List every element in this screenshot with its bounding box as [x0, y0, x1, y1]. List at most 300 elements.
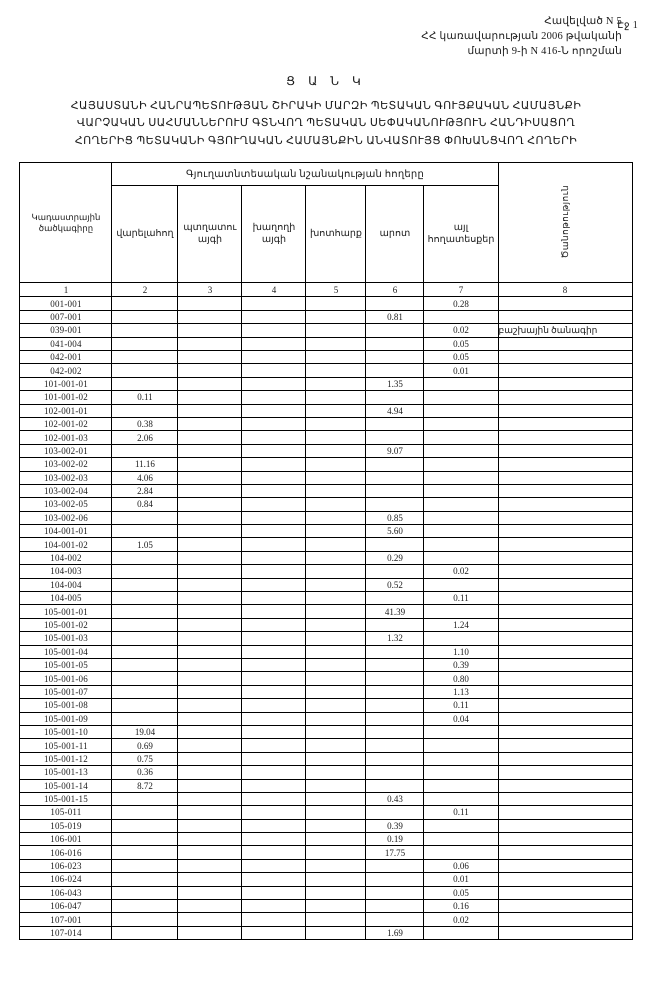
cell-orchard [178, 632, 242, 645]
cell-pasture: 9.07 [366, 444, 424, 457]
cell-cadastral-code: 105-001-15 [20, 792, 112, 805]
cell-arable: 2.06 [112, 431, 178, 444]
cell-hayfield [306, 592, 366, 605]
cell-hayfield [306, 886, 366, 899]
table-row [20, 377, 632, 390]
table-row [20, 913, 632, 926]
cell-cadastral-code: 106-047 [20, 900, 112, 913]
cell-vineyard [242, 324, 306, 337]
cell-pasture [366, 618, 424, 631]
cell-note [498, 351, 632, 364]
cell-vineyard [242, 551, 306, 564]
cell-note [498, 672, 632, 685]
cell-cadastral-code: 103-002-02 [20, 458, 112, 471]
cell-arable: 8.72 [112, 779, 178, 792]
cell-cadastral-code: 105-001-09 [20, 712, 112, 725]
table-row [20, 404, 632, 417]
cell-other: 0.11 [424, 806, 498, 819]
cell-note [498, 605, 632, 618]
cell-pasture [366, 873, 424, 886]
table-row [20, 578, 632, 591]
table-row [20, 551, 632, 564]
cell-hayfield [306, 819, 366, 832]
cell-orchard [178, 551, 242, 564]
cell-pasture [366, 484, 424, 497]
cell-other [424, 752, 498, 765]
cell-hayfield [306, 471, 366, 484]
cell-vineyard [242, 685, 306, 698]
table-row [20, 658, 632, 671]
cell-cadastral-code: 105-001-08 [20, 699, 112, 712]
column-number-5: 5 [306, 283, 366, 297]
cell-pasture [366, 351, 424, 364]
cell-cadastral-code: 107-014 [20, 926, 112, 939]
cell-note [498, 297, 632, 310]
cell-arable [112, 913, 178, 926]
cell-hayfield [306, 792, 366, 805]
cell-pasture [366, 471, 424, 484]
cell-arable [112, 926, 178, 939]
cell-hayfield [306, 391, 366, 404]
cell-vineyard [242, 658, 306, 671]
cell-note [498, 538, 632, 551]
cell-pasture [366, 565, 424, 578]
cell-hayfield [306, 525, 366, 538]
cell-arable: 0.36 [112, 766, 178, 779]
cell-vineyard [242, 458, 306, 471]
cell-arable [112, 525, 178, 538]
cell-hayfield [306, 458, 366, 471]
cell-note [498, 712, 632, 725]
cell-orchard [178, 699, 242, 712]
cell-note [498, 525, 632, 538]
cell-other: 0.11 [424, 699, 498, 712]
cell-cadastral-code: 105-001-03 [20, 632, 112, 645]
table-row [20, 752, 632, 765]
column-number-6: 6 [366, 283, 424, 297]
cell-other: 0.02 [424, 324, 498, 337]
cell-cadastral-code: 105-001-10 [20, 725, 112, 738]
cell-cadastral-code: 103-002-06 [20, 511, 112, 524]
cell-vineyard [242, 351, 306, 364]
cell-orchard [178, 565, 242, 578]
cell-arable: 0.69 [112, 739, 178, 752]
cell-vineyard [242, 900, 306, 913]
header-line-2: ՀՀ կառավարության 2006 թվականի [421, 31, 622, 43]
column-group-header-agricultural: Գյուղատնտեսական նշանակության հողերը [112, 163, 498, 186]
cell-pasture [366, 739, 424, 752]
cell-note [498, 551, 632, 564]
cell-hayfield [306, 431, 366, 444]
cell-orchard [178, 752, 242, 765]
cell-hayfield [306, 900, 366, 913]
cell-arable [112, 592, 178, 605]
cell-arable: 1.05 [112, 538, 178, 551]
cell-vineyard [242, 819, 306, 832]
cell-pasture: 0.85 [366, 511, 424, 524]
cell-orchard [178, 525, 242, 538]
table-row [20, 766, 632, 779]
cell-other [424, 605, 498, 618]
cell-cadastral-code: 105-001-04 [20, 645, 112, 658]
cell-other: 0.16 [424, 900, 498, 913]
cell-arable: 0.38 [112, 417, 178, 430]
cell-orchard [178, 739, 242, 752]
cell-other [424, 766, 498, 779]
cell-cadastral-code: 104-005 [20, 592, 112, 605]
cell-other: 0.39 [424, 658, 498, 671]
cell-hayfield [306, 578, 366, 591]
cell-hayfield [306, 873, 366, 886]
cell-pasture [366, 900, 424, 913]
cell-note [498, 926, 632, 939]
cell-cadastral-code: 101-001-01 [20, 377, 112, 390]
table-row [20, 739, 632, 752]
column-header-code: Կադաստրային ծածկագիրը [20, 163, 112, 283]
cell-arable [112, 886, 178, 899]
table-row [20, 725, 632, 738]
cell-cadastral-code: 102-001-01 [20, 404, 112, 417]
table-row [20, 525, 632, 538]
table-row [20, 873, 632, 886]
cell-other [424, 551, 498, 564]
cell-other [424, 404, 498, 417]
cell-note [498, 431, 632, 444]
cell-other [424, 310, 498, 323]
cell-vineyard [242, 444, 306, 457]
table-row [20, 926, 632, 939]
cell-pasture [366, 752, 424, 765]
cell-pasture [366, 324, 424, 337]
cell-orchard [178, 913, 242, 926]
cell-hayfield [306, 351, 366, 364]
table-row [20, 351, 632, 364]
table-row [20, 471, 632, 484]
cell-arable [112, 819, 178, 832]
cell-orchard [178, 672, 242, 685]
cell-pasture [366, 391, 424, 404]
cell-note [498, 578, 632, 591]
column-header-hayfield: խոտհարք [306, 186, 366, 283]
cell-arable: 11.16 [112, 458, 178, 471]
column-number-2: 2 [112, 283, 178, 297]
cell-pasture [366, 806, 424, 819]
cell-vineyard [242, 859, 306, 872]
cell-note [498, 310, 632, 323]
cell-arable [112, 297, 178, 310]
cell-note [498, 498, 632, 511]
cell-note [498, 658, 632, 671]
cell-hayfield [306, 913, 366, 926]
cell-pasture [366, 364, 424, 377]
table-row [20, 632, 632, 645]
cell-hayfield [306, 752, 366, 765]
cell-orchard [178, 685, 242, 698]
cell-note [498, 444, 632, 457]
cell-arable [112, 833, 178, 846]
cell-hayfield [306, 538, 366, 551]
cell-pasture [366, 766, 424, 779]
cell-pasture [366, 725, 424, 738]
cell-note [498, 846, 632, 859]
cell-cadastral-code: 042-002 [20, 364, 112, 377]
column-header-note-label: Ծանոթություն [560, 185, 571, 259]
cell-other [424, 471, 498, 484]
cell-orchard [178, 471, 242, 484]
table-row [20, 900, 632, 913]
table-row [20, 592, 632, 605]
cell-orchard [178, 833, 242, 846]
cell-arable [112, 846, 178, 859]
cell-vineyard [242, 725, 306, 738]
cell-other: 0.04 [424, 712, 498, 725]
cell-note [498, 511, 632, 524]
cell-hayfield [306, 337, 366, 350]
cell-cadastral-code: 105-001-11 [20, 739, 112, 752]
cell-other [424, 538, 498, 551]
table-row [20, 645, 632, 658]
cell-vineyard [242, 498, 306, 511]
column-number-1: 1 [20, 283, 112, 297]
cell-pasture: 1.69 [366, 926, 424, 939]
cell-note [498, 833, 632, 846]
cell-pasture [366, 685, 424, 698]
cell-note [498, 458, 632, 471]
cell-hayfield [306, 377, 366, 390]
cell-other: 0.06 [424, 859, 498, 872]
table-row [20, 779, 632, 792]
cell-orchard [178, 846, 242, 859]
cell-other [424, 377, 498, 390]
cell-cadastral-code: 104-004 [20, 578, 112, 591]
cell-hayfield [306, 605, 366, 618]
cell-pasture: 41.39 [366, 605, 424, 618]
table-row [20, 297, 632, 310]
cell-orchard [178, 377, 242, 390]
cell-hayfield [306, 658, 366, 671]
subtitle-line-2: ՎԱՐՉԱԿԱՆ ՍԱՀՄԱՆՆԵՐՈՒՄ ԳՏՆՎՈՂ ՊԵՏԱԿԱՆ ՍԵՓԱԿԱՆՈՒԹՅՈՒՆ ՀԱՆԴԻՍԱՑՈՂ [76, 117, 576, 130]
cell-other [424, 525, 498, 538]
cell-pasture [366, 417, 424, 430]
cell-note [498, 859, 632, 872]
cell-hayfield [306, 417, 366, 430]
cell-pasture [366, 672, 424, 685]
cell-cadastral-code: 001-001 [20, 297, 112, 310]
table-row [20, 833, 632, 846]
cell-pasture: 0.29 [366, 551, 424, 564]
cell-hayfield [306, 618, 366, 631]
cell-arable: 0.75 [112, 752, 178, 765]
cell-cadastral-code: 105-001-02 [20, 618, 112, 631]
cell-other [424, 819, 498, 832]
cell-hayfield [306, 565, 366, 578]
cell-vineyard [242, 806, 306, 819]
cell-orchard [178, 873, 242, 886]
cell-vineyard [242, 739, 306, 752]
cell-note [498, 685, 632, 698]
column-header-vineyard: խաղողի այգի [242, 186, 306, 283]
cell-note [498, 900, 632, 913]
table-row [20, 310, 632, 323]
cell-other: 1.10 [424, 645, 498, 658]
cell-other [424, 458, 498, 471]
cell-orchard [178, 766, 242, 779]
cell-cadastral-code: 106-043 [20, 886, 112, 899]
header-line-1: Հավելված N 5 [544, 16, 622, 27]
cell-hayfield [306, 511, 366, 524]
cell-hayfield [306, 806, 366, 819]
cell-vineyard [242, 538, 306, 551]
cell-arable [112, 658, 178, 671]
cell-cadastral-code: 105-001-06 [20, 672, 112, 685]
table-row [20, 431, 632, 444]
cell-note [498, 391, 632, 404]
cell-orchard [178, 806, 242, 819]
cell-other [424, 792, 498, 805]
cell-orchard [178, 819, 242, 832]
cell-orchard [178, 900, 242, 913]
cell-vineyard [242, 578, 306, 591]
cell-orchard [178, 592, 242, 605]
cell-cadastral-code: 103-002-03 [20, 471, 112, 484]
cell-other: 0.01 [424, 873, 498, 886]
cell-arable [112, 377, 178, 390]
cell-arable [112, 337, 178, 350]
cell-arable [112, 565, 178, 578]
cell-pasture: 5.60 [366, 525, 424, 538]
table-row [20, 819, 632, 832]
cell-orchard [178, 645, 242, 658]
cell-cadastral-code: 101-001-02 [20, 391, 112, 404]
cell-vineyard [242, 391, 306, 404]
table-row [20, 672, 632, 685]
cell-orchard [178, 792, 242, 805]
cell-other: 0.02 [424, 913, 498, 926]
cell-other: 1.13 [424, 685, 498, 698]
cell-pasture [366, 431, 424, 444]
cell-vineyard [242, 766, 306, 779]
cell-cadastral-code: 105-001-05 [20, 658, 112, 671]
cell-other: 0.05 [424, 351, 498, 364]
cell-note [498, 699, 632, 712]
cell-note [498, 565, 632, 578]
cell-pasture [366, 458, 424, 471]
column-header-orchard: պտղատու այգի [178, 186, 242, 283]
cell-arable [112, 310, 178, 323]
cell-arable [112, 873, 178, 886]
cell-vineyard [242, 645, 306, 658]
cell-arable [112, 618, 178, 631]
cell-orchard [178, 712, 242, 725]
document-subtitle [0, 98, 652, 151]
cell-cadastral-code: 105-019 [20, 819, 112, 832]
cell-other: 0.02 [424, 565, 498, 578]
cell-hayfield [306, 364, 366, 377]
cell-pasture [366, 886, 424, 899]
cell-note [498, 766, 632, 779]
cell-other [424, 511, 498, 524]
cell-note [498, 632, 632, 645]
cell-cadastral-code: 007-001 [20, 310, 112, 323]
cell-other [424, 632, 498, 645]
cell-orchard [178, 324, 242, 337]
cell-other [424, 578, 498, 591]
table-body [20, 297, 632, 940]
cell-cadastral-code: 104-003 [20, 565, 112, 578]
cell-pasture [366, 297, 424, 310]
cell-hayfield [306, 645, 366, 658]
cell-vineyard [242, 431, 306, 444]
cell-arable [112, 645, 178, 658]
table-row [20, 364, 632, 377]
cell-arable [112, 685, 178, 698]
column-header-note [498, 163, 632, 283]
cell-pasture: 0.43 [366, 792, 424, 805]
cell-cadastral-code: 102-001-02 [20, 417, 112, 430]
cell-other [424, 833, 498, 846]
document-page [0, 14, 652, 997]
table-row [20, 417, 632, 430]
cell-vineyard [242, 297, 306, 310]
cell-pasture [366, 592, 424, 605]
page-number: Էջ 1 [617, 20, 638, 31]
cell-hayfield [306, 779, 366, 792]
cell-cadastral-code: 104-001-02 [20, 538, 112, 551]
cell-hayfield [306, 725, 366, 738]
table-row [20, 618, 632, 631]
cell-cadastral-code: 106-024 [20, 873, 112, 886]
cell-note [498, 337, 632, 350]
table-row [20, 458, 632, 471]
cell-hayfield [306, 297, 366, 310]
cell-vineyard [242, 632, 306, 645]
cell-orchard [178, 351, 242, 364]
cell-pasture [366, 779, 424, 792]
cell-arable [112, 551, 178, 564]
cell-orchard [178, 391, 242, 404]
cell-arable [112, 404, 178, 417]
cell-other: 0.01 [424, 364, 498, 377]
cell-cadastral-code: 105-001-12 [20, 752, 112, 765]
cell-note [498, 645, 632, 658]
cell-other: 0.28 [424, 297, 498, 310]
cell-other [424, 739, 498, 752]
cell-vineyard [242, 672, 306, 685]
cell-orchard [178, 444, 242, 457]
column-header-pasture: արոտ [366, 186, 424, 283]
cell-pasture [366, 498, 424, 511]
subtitle-line-1: ՀԱՅԱՍՏԱՆԻ ՀԱՆՐԱՊԵՏՈՒԹՅԱՆ ՇԻՐԱԿԻ ՄԱՐԶԻ ՊԵՏԱԿԱՆ ԳՈՒՅՔԱԿԱՆ ՀԱՄԱՅՆՔԻ [70, 99, 582, 112]
cell-other: 0.80 [424, 672, 498, 685]
table-row [20, 792, 632, 805]
cell-cadastral-code: 106-001 [20, 833, 112, 846]
table-row [20, 391, 632, 404]
cell-orchard [178, 417, 242, 430]
cell-pasture: 17.75 [366, 846, 424, 859]
cell-cadastral-code: 105-001-13 [20, 766, 112, 779]
cell-orchard [178, 297, 242, 310]
cell-vineyard [242, 565, 306, 578]
header-line-3: մարտի 9-ի N 416-Ն որոշման [467, 46, 622, 58]
cell-other [424, 846, 498, 859]
table-row [20, 498, 632, 511]
cell-arable [112, 900, 178, 913]
cell-hayfield [306, 846, 366, 859]
cell-hayfield [306, 551, 366, 564]
cell-other [424, 926, 498, 939]
cell-arable [112, 364, 178, 377]
column-number-8: 8 [498, 283, 632, 297]
